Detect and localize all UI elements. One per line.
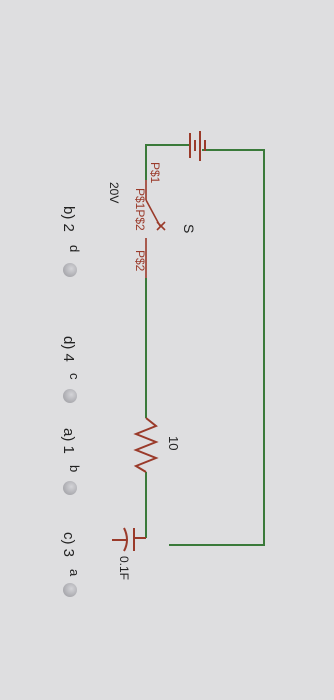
option-d-text: d) 4	[60, 336, 77, 362]
switch-pin2-label: P$2	[133, 250, 147, 272]
battery-symbol	[190, 131, 205, 161]
rotated-content	[60, 131, 264, 597]
options-row	[60, 206, 82, 597]
resistor-symbol	[136, 418, 156, 472]
switch-label: S	[181, 224, 197, 234]
option-b-text: b) 2	[60, 206, 77, 232]
option-a-text: a) 1	[60, 428, 77, 454]
option-c-text: c) 3	[60, 532, 77, 558]
option-d-radio[interactable]	[63, 389, 77, 403]
battery-label: 20V	[107, 182, 121, 204]
option-d-marker: c	[67, 373, 82, 380]
switch-pin1-label: P$1	[148, 162, 162, 184]
option-a-radio[interactable]	[63, 481, 77, 495]
switch-pin12-label: P$1P$2	[133, 188, 147, 231]
wire-bottom-return	[169, 150, 264, 545]
option-c-radio[interactable]	[63, 583, 77, 597]
resistor-label: 10	[166, 436, 181, 451]
option-a-marker: b	[67, 465, 82, 473]
option-c-marker: a	[67, 569, 82, 577]
capacitor-symbol	[112, 528, 146, 551]
option-b-marker: d	[67, 245, 82, 253]
option-b-radio[interactable]	[63, 263, 77, 277]
capacitor-label: 0.1F	[117, 556, 131, 581]
switch-symbol	[146, 180, 165, 278]
